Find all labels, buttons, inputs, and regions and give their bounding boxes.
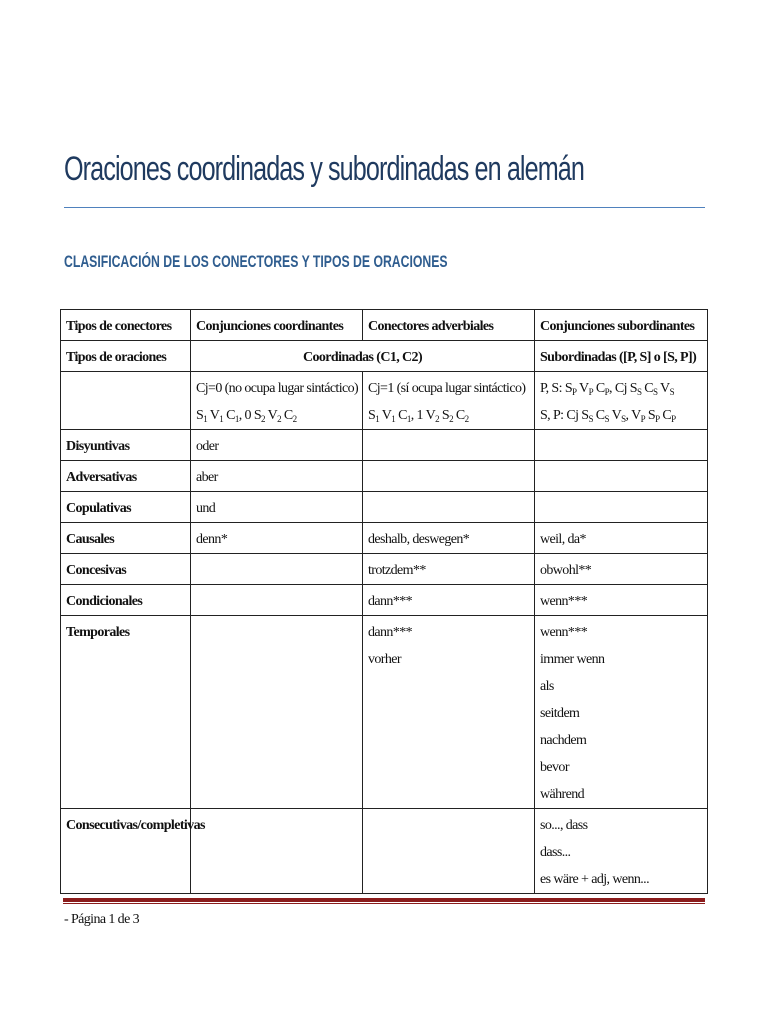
table-row <box>61 809 708 894</box>
table-row-types <box>61 341 708 372</box>
coord-cell: denn* <box>191 523 363 554</box>
row-label: Copulativas <box>61 492 191 523</box>
sub-cell <box>535 461 708 492</box>
coord-cell: und <box>191 492 363 523</box>
table-row-formulas <box>61 372 708 430</box>
list-item: wenn*** <box>540 625 588 640</box>
adverb-formula-desc: Cj=1 (sí ocupa lugar sintáctico) <box>368 381 526 396</box>
sub-cell <box>535 430 708 461</box>
sub-cell: wenn*** <box>535 585 708 616</box>
footer-divider <box>63 898 705 902</box>
sub-formula-cell <box>535 372 708 430</box>
title-divider <box>64 207 705 208</box>
coord-formula-cell <box>191 372 363 430</box>
sub-cell: obwohl** <box>535 554 708 585</box>
sub-cell: weil, da* <box>535 523 708 554</box>
table-row <box>61 492 708 523</box>
empty-cell <box>61 372 191 430</box>
table-row <box>61 461 708 492</box>
connectors-table <box>60 309 708 894</box>
adverb-cell: deshalb, deswegen* <box>363 523 535 554</box>
adverb-cell <box>363 492 535 523</box>
row-label: Concesivas <box>61 554 191 585</box>
sub-formula-sp: S, P: Cj $S_S$ $C_S$ $V_S$, $V_P$ $S_P$ $C_P$ <box>540 408 676 424</box>
row-label: Consecutivas/completivas <box>61 809 191 894</box>
adverb-cell <box>363 430 535 461</box>
coord-cell <box>191 616 363 809</box>
row-label: Causales <box>61 523 191 554</box>
header-coordinating: Conjunciones coordinantes <box>191 310 363 341</box>
adverb-cell: dann*** <box>363 585 535 616</box>
header-subordinating: Conjunciones subordinantes <box>535 310 708 341</box>
adverb-cell <box>363 809 535 894</box>
adverb-formula: $S_1$ $V_1$ $C_1$, 1 $V_2$ $S_2$ $C_2$ <box>368 408 469 424</box>
row-label-types: Tipos de oraciones <box>61 341 191 372</box>
adverb-cell: trotzdem** <box>363 554 535 585</box>
adverb-formula-cell <box>363 372 535 430</box>
page-title: Oraciones coordinadas y subordinadas en alemán <box>64 150 585 188</box>
row-label: Condicionales <box>61 585 191 616</box>
coord-cell <box>191 585 363 616</box>
sub-cell <box>535 492 708 523</box>
table-header-row <box>61 310 708 341</box>
coord-cell: aber <box>191 461 363 492</box>
list-item: seitdem <box>540 706 580 721</box>
row-label: Disyuntivas <box>61 430 191 461</box>
header-connector-types: Tipos de conectores <box>61 310 191 341</box>
list-item: immer wenn <box>540 652 605 667</box>
coordinadas-label: Coordinadas (C1, C2) <box>191 341 535 372</box>
adverb-cell <box>363 616 535 809</box>
section-heading: CLASIFICACIÓN DE LOS CONECTORES Y TIPOS DE ORACIONES <box>64 252 448 271</box>
coord-cell <box>191 554 363 585</box>
sub-cell <box>535 809 708 894</box>
table-row <box>61 616 708 809</box>
list-item: bevor <box>540 760 569 775</box>
table-row <box>61 554 708 585</box>
sub-cell <box>535 616 708 809</box>
list-item: so..., dass <box>540 818 588 833</box>
row-label: Temporales <box>61 616 191 809</box>
coord-cell <box>191 809 363 894</box>
row-label: Adversativas <box>61 461 191 492</box>
list-item: nachdem <box>540 733 587 748</box>
coord-formula-desc: Cj=0 (no ocupa lugar sintáctico) <box>196 381 359 396</box>
coord-formula: $S_1$ $V_1$ $C_1$, 0 $S_2$ $V_2$ $C_2$ <box>196 408 297 424</box>
header-adverbial: Conectores adverbiales <box>363 310 535 341</box>
table-row <box>61 430 708 461</box>
list-item: dass... <box>540 845 571 860</box>
list-item: es wäre + adj, wenn... <box>540 872 649 887</box>
page-number: - Página 1 de 3 <box>64 912 139 927</box>
list-item: als <box>540 679 554 694</box>
table-row <box>61 585 708 616</box>
adverb-cell <box>363 461 535 492</box>
list-item: vorher <box>368 652 401 667</box>
list-item: während <box>540 787 585 802</box>
sub-formula-ps: P, S: $S_P$ $V_P$ $C_P$, Cj $S_S$ $C_S$ $V_S$ <box>540 381 674 397</box>
table-row <box>61 523 708 554</box>
footer-divider-thin <box>63 903 705 904</box>
coord-cell: oder <box>191 430 363 461</box>
subordinadas-label: Subordinadas ([P, S] o [S, P]) <box>535 341 708 372</box>
list-item: dann*** <box>368 625 413 640</box>
